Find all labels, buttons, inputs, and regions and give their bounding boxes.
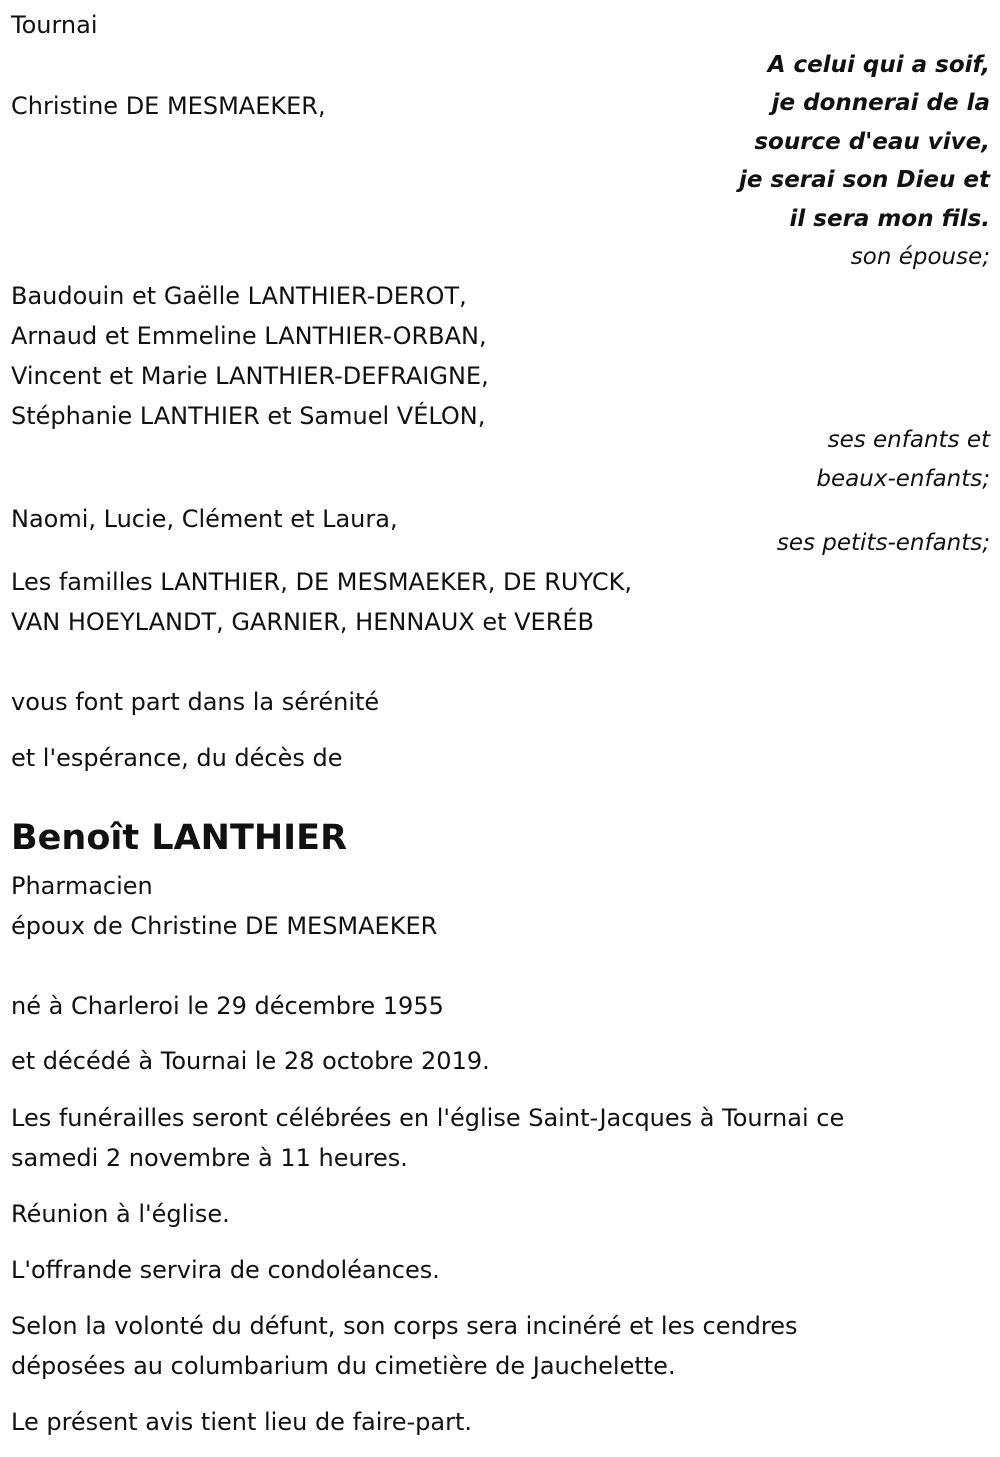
verse-line: je serai son Dieu et bbox=[739, 167, 990, 193]
verse-line: je donnerai de la bbox=[771, 90, 990, 116]
child-line: Arnaud et Emmeline LANTHIER-ORBAN, bbox=[11, 322, 487, 350]
grandchildren-names: Naomi, Lucie, Clément et Laura, bbox=[11, 505, 398, 533]
verse-line: A celui qui a soif, bbox=[767, 52, 990, 78]
announcement-line: vous font part dans la sérénité bbox=[11, 688, 380, 716]
deceased-profession: Pharmacien bbox=[11, 872, 153, 900]
spouse-name: Christine DE MESMAEKER, bbox=[11, 92, 326, 120]
deceased-name: Benoît LANTHIER bbox=[11, 818, 348, 858]
child-line: Vincent et Marie LANTHIER-DEFRAIGNE, bbox=[11, 362, 489, 390]
family-line: Les familles LANTHIER, DE MESMAEKER, DE RUYCK, bbox=[11, 568, 632, 596]
verse-line: source d'eau vive, bbox=[754, 129, 990, 155]
family-line: VAN HOEYLANDT, GARNIER, HENNAUX et VERÉB bbox=[11, 608, 595, 636]
children-relation: beaux-enfants; bbox=[816, 466, 990, 492]
child-line: Baudouin et Gaëlle LANTHIER-DEROT, bbox=[11, 282, 467, 310]
spouse-relation: son épouse; bbox=[850, 244, 990, 270]
announcement-line: et l'espérance, du décès de bbox=[11, 744, 343, 772]
notice-line: Le présent avis tient lieu de faire-part. bbox=[11, 1408, 473, 1436]
offering-line: L'offrande servira de condoléances. bbox=[11, 1256, 440, 1284]
grandchildren-relation: ses petits-enfants; bbox=[776, 530, 990, 556]
meeting-line: Réunion à l'église. bbox=[11, 1200, 230, 1228]
cremation-line: déposées au columbarium du cimetière de Jauchelette. bbox=[11, 1352, 676, 1380]
funeral-line: Les funérailles seront célébrées en l'église Saint-Jacques à Tournai ce bbox=[11, 1104, 845, 1132]
cremation-line: Selon la volonté du défunt, son corps sera incinéré et les cendres bbox=[11, 1312, 798, 1340]
deceased-spouse-line: époux de Christine DE MESMAEKER bbox=[11, 912, 438, 940]
children-relation: ses enfants et bbox=[827, 427, 990, 453]
death-line: et décédé à Tournai le 28 octobre 2019. bbox=[11, 1047, 490, 1075]
funeral-line: samedi 2 novembre à 11 heures. bbox=[11, 1144, 408, 1172]
child-line: Stéphanie LANTHIER et Samuel VÉLON, bbox=[11, 402, 486, 430]
city-heading: Tournai bbox=[11, 11, 98, 39]
birth-line: né à Charleroi le 29 décembre 1955 bbox=[11, 992, 444, 1020]
verse-line: il sera mon fils. bbox=[789, 206, 990, 232]
